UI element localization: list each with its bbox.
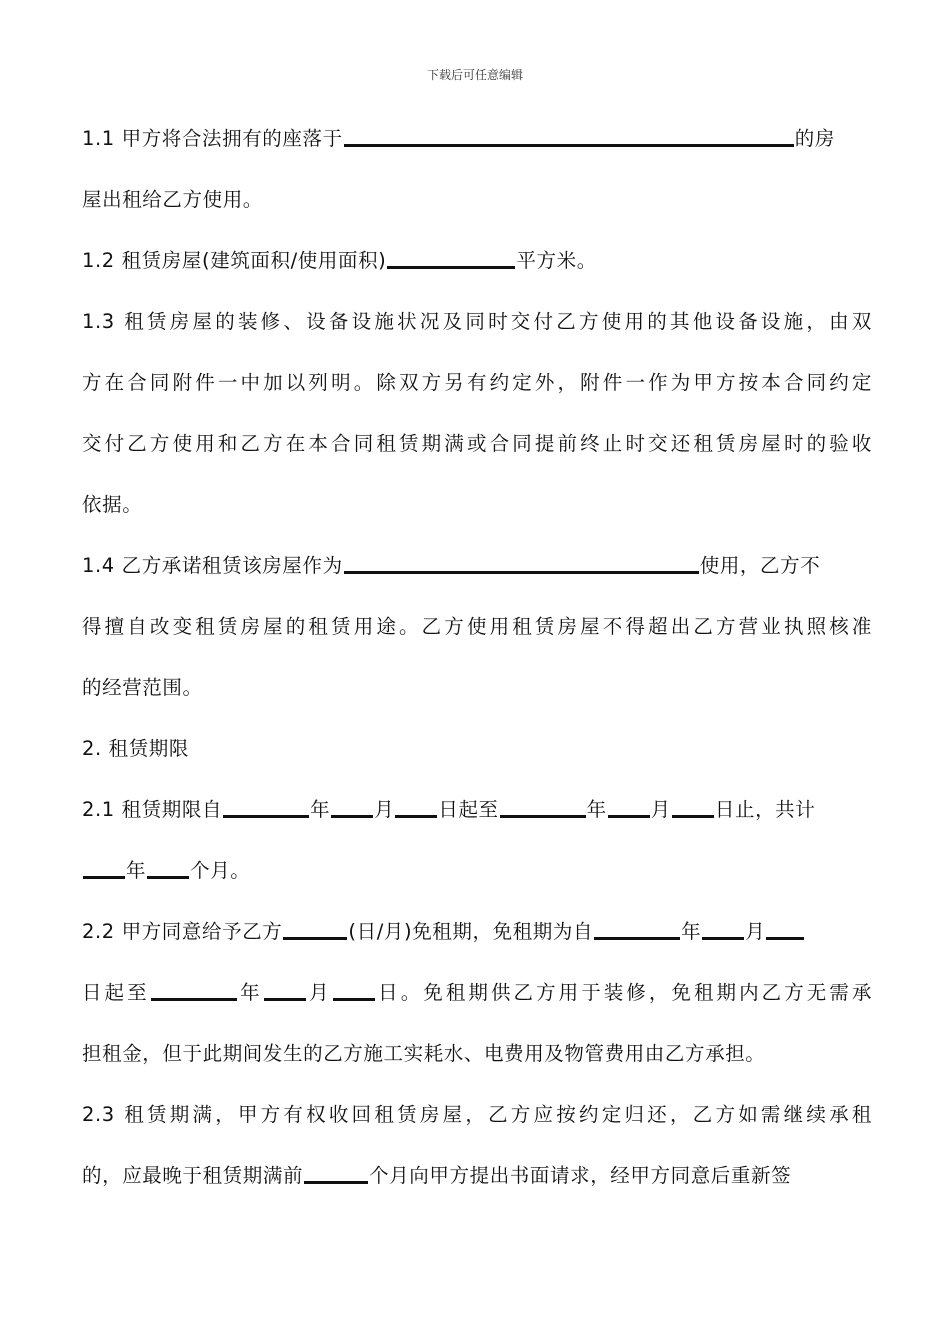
clause-1-4-line-2: 得擅自改变租赁房屋的租赁用途。乙方使用租赁房屋不得超出乙方营业执照核准: [82, 615, 872, 638]
clause-text: 平方米。: [516, 249, 597, 272]
clause-text: 个月向甲方提出书面请求，经甲方同意后重新签: [369, 1164, 792, 1187]
clause-1-1-line-1: [82, 108, 872, 169]
total-years-blank[interactable]: [83, 857, 125, 879]
total-months-blank[interactable]: [147, 857, 189, 879]
clause-2-1-line-2: [82, 840, 872, 901]
start-month-blank[interactable]: [331, 796, 373, 818]
notice-months-blank[interactable]: [304, 1162, 368, 1184]
clause-1-4-line-1: [82, 535, 872, 596]
end-day-blank[interactable]: [672, 796, 714, 818]
free-start-month-blank[interactable]: [702, 918, 744, 940]
clause-text: 使用，乙方不: [699, 554, 821, 577]
clause-text: 2.2 甲方同意给予乙方: [82, 920, 283, 943]
clause-text: 年: [237, 981, 263, 1004]
page-header: 下载后可任意编辑: [426, 68, 523, 82]
section-2-heading: 2. 租赁期限: [82, 737, 190, 760]
area-blank[interactable]: [387, 247, 515, 269]
clause-text: 月: [306, 981, 332, 1004]
contract-body: [82, 108, 872, 1206]
clause-2-1-line-1: [82, 779, 872, 840]
clause-text: 年: [681, 920, 702, 943]
clause-1-3-line-1: 1.3 租赁房屋的装修、设备设施状况及同时交付乙方使用的其他设备设施，由双: [82, 310, 872, 333]
clause-1-1-line-2: 屋出租给乙方使用。: [82, 188, 263, 211]
clause-text: (日/月)免租期，免租期为自: [348, 920, 594, 943]
clause-text: 日。免租期供乙方用于装修，免租期内乙方无需承: [375, 981, 872, 1004]
end-month-blank[interactable]: [608, 796, 650, 818]
clause-1-3-line-2: 方在合同附件一中加以列明。除双方另有约定外，附件一作为甲方按本合同约定: [82, 371, 872, 394]
free-end-day-blank[interactable]: [333, 979, 375, 1001]
clause-text: 月: [745, 920, 766, 943]
clause-text: 日起至: [82, 981, 150, 1004]
clause-text: 月: [650, 798, 671, 821]
clause-1-2: [82, 230, 872, 291]
clause-text: 个月。: [190, 859, 251, 882]
clause-text: 日止，共计: [714, 798, 816, 821]
clause-text: 1.1 甲方将合法拥有的座落于: [82, 127, 343, 150]
clause-text: 的，应最晚于租赁期满前: [82, 1164, 304, 1187]
clause-text: 日起至: [438, 798, 499, 821]
clause-text: 1.2 租赁房屋(建筑面积/使用面积): [82, 249, 387, 272]
clause-text: 的房: [794, 127, 835, 150]
clause-text: 年: [586, 798, 607, 821]
clause-text: 月: [374, 798, 395, 821]
free-period-blank[interactable]: [283, 918, 347, 940]
clause-text: 年: [310, 798, 331, 821]
clause-2-2-line-2: [82, 962, 872, 1023]
free-end-month-blank[interactable]: [264, 979, 306, 1001]
start-year-blank[interactable]: [223, 796, 309, 818]
clause-2-3-line-2: [82, 1145, 872, 1206]
free-start-day-blank[interactable]: [766, 918, 804, 940]
clause-2-3-line-1: 2.3 租赁期满，甲方有权收回租赁房屋，乙方应按约定归还，乙方如需继续承租: [82, 1103, 872, 1126]
clause-text: 年: [126, 859, 147, 882]
address-blank[interactable]: [344, 125, 794, 147]
clause-1-3-line-3: 交付乙方使用和乙方在本合同租赁期满或合同提前终止时交还租赁房屋时的验收: [82, 432, 872, 455]
clause-text: 1.4 乙方承诺租赁该房屋作为: [82, 554, 343, 577]
clause-2-2-line-1: [82, 901, 872, 962]
usage-blank[interactable]: [344, 552, 699, 574]
end-year-blank[interactable]: [500, 796, 586, 818]
start-day-blank[interactable]: [395, 796, 437, 818]
clause-1-4-line-3: 的经营范围。: [82, 676, 203, 699]
free-start-year-blank[interactable]: [594, 918, 680, 940]
clause-text: 2.1 租赁期限自: [82, 798, 223, 821]
free-end-year-blank[interactable]: [151, 979, 237, 1001]
clause-2-2-line-3: 担租金，但于此期间发生的乙方施工实耗水、电费用及物管费用由乙方承担。: [82, 1042, 766, 1065]
clause-1-3-line-4: 依据。: [82, 493, 143, 516]
